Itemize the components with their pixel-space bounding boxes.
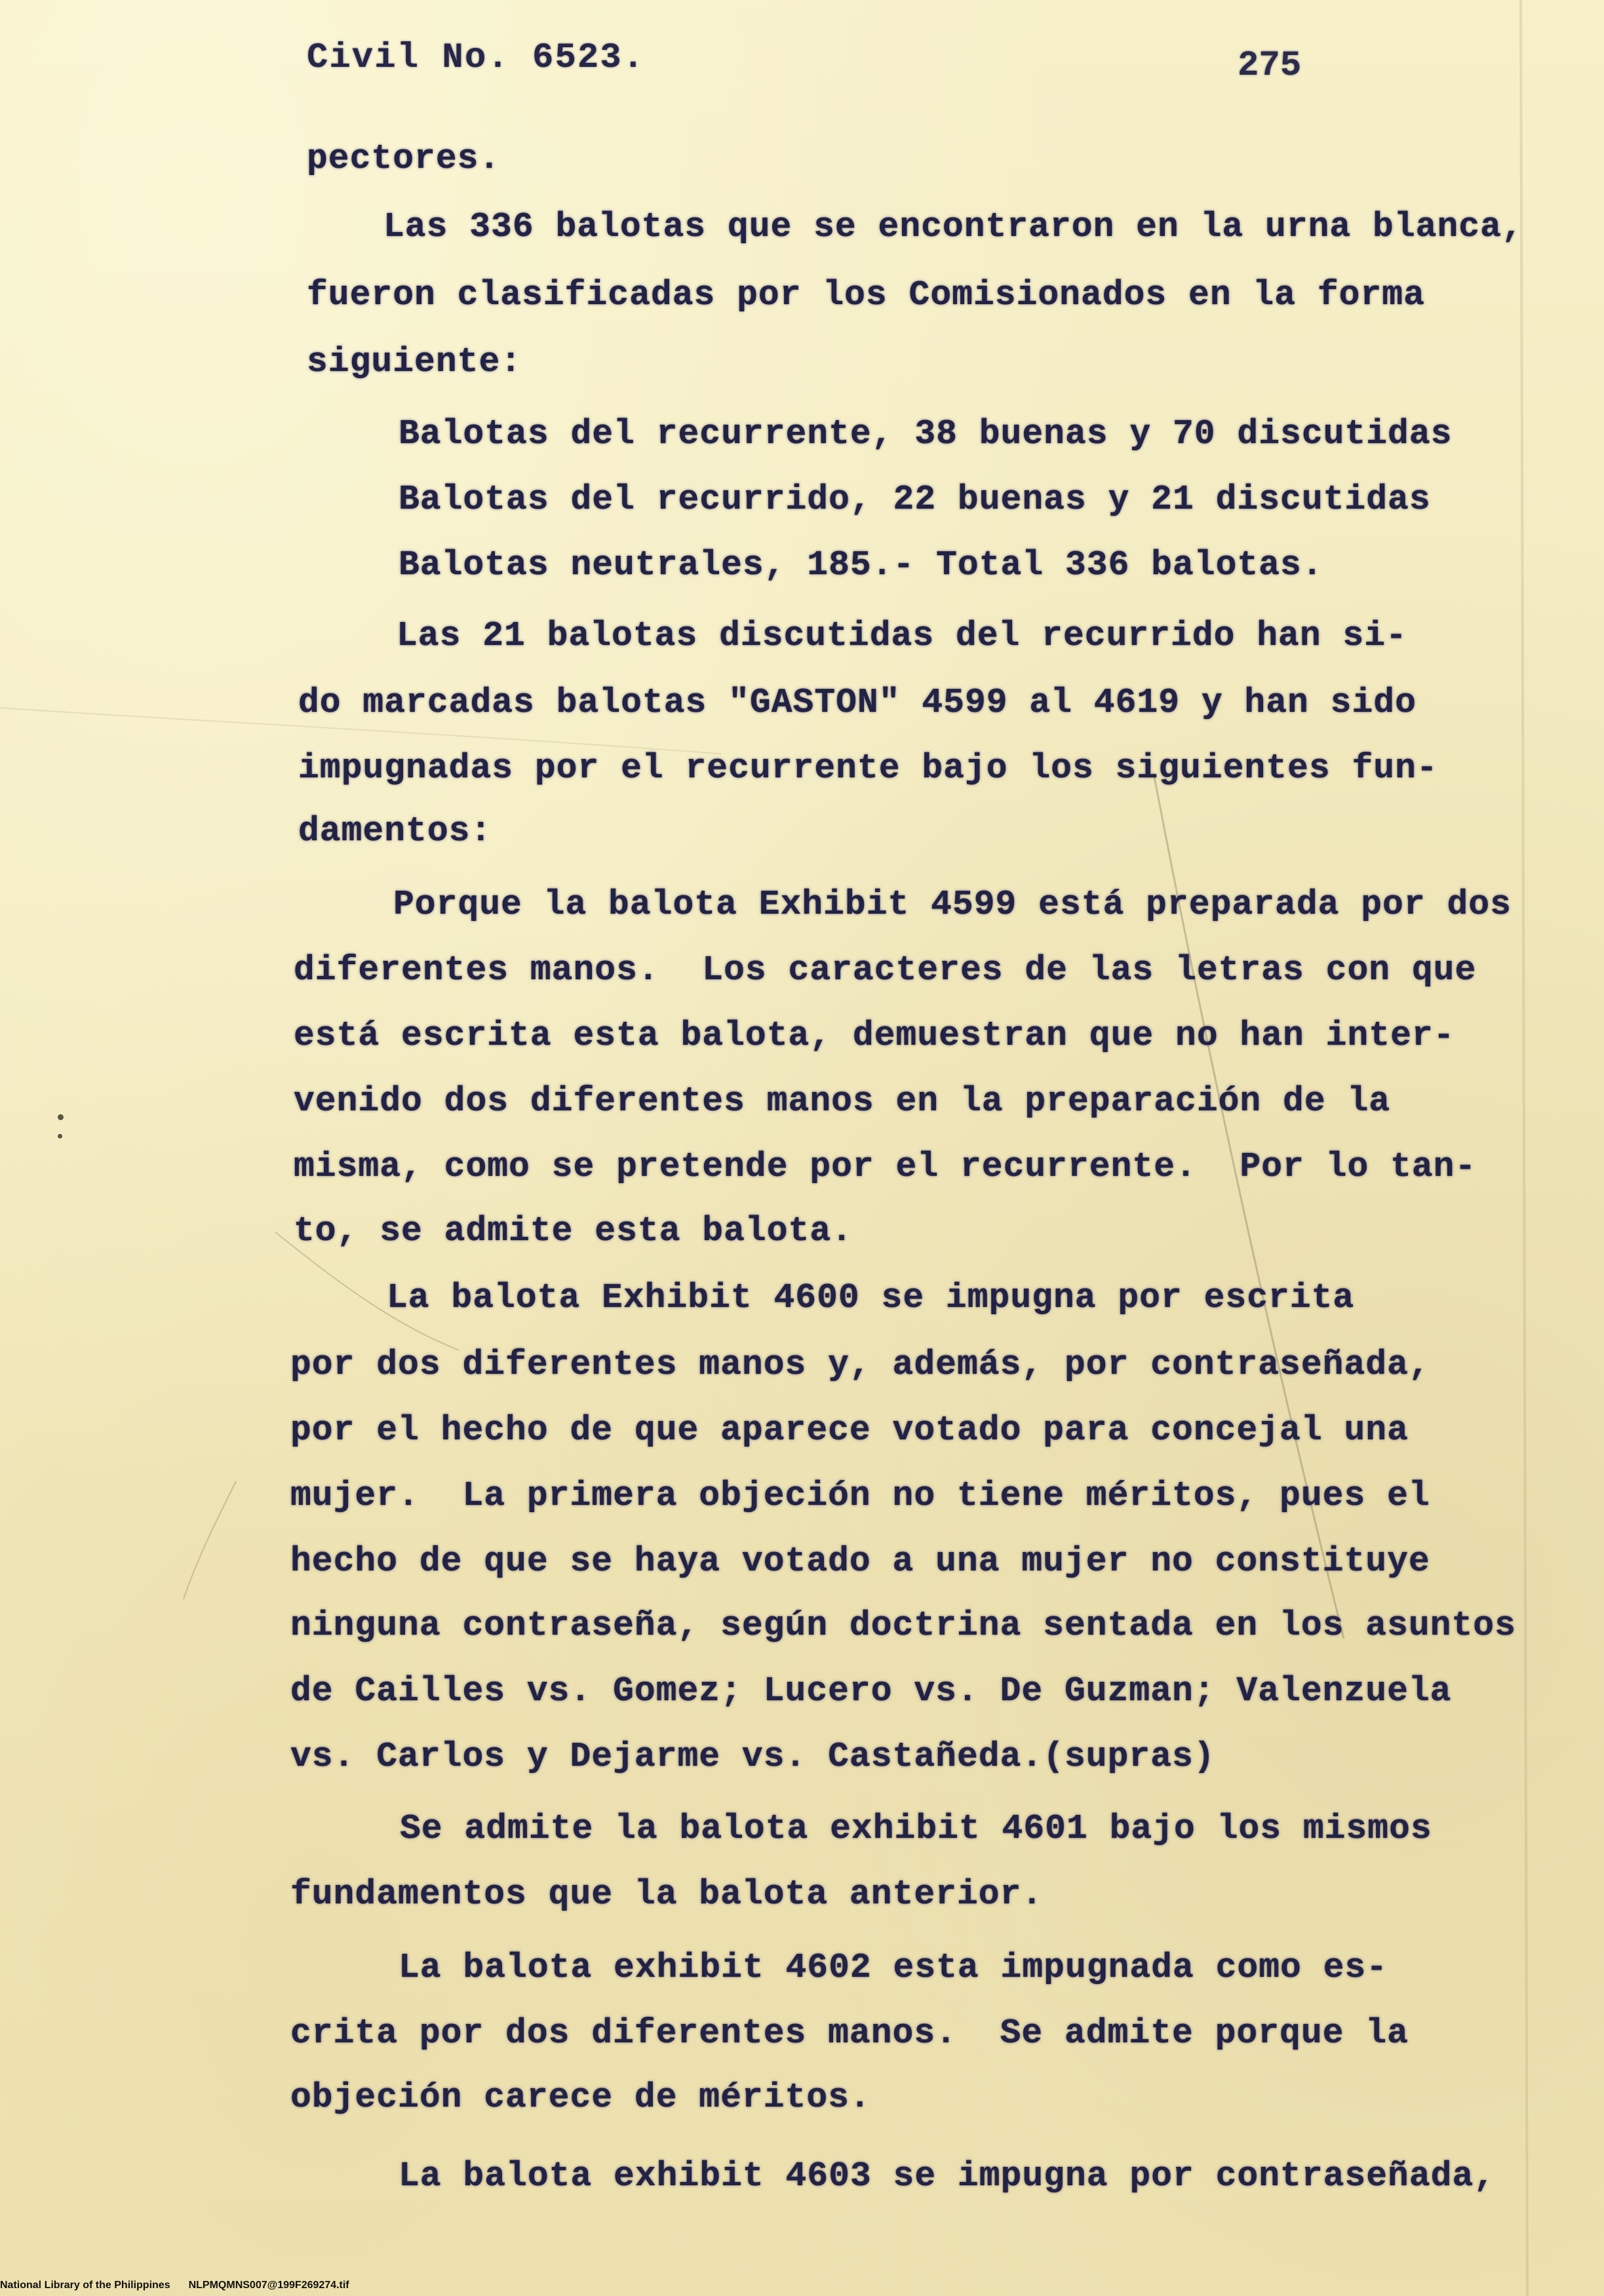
text-line: misma, como se pretende por el recurrente. Por lo tan- (294, 1147, 1477, 1186)
text-line: está escrita esta balota, demuestran que no han inter- (294, 1016, 1455, 1055)
text-line: objeción carece de méritos. (290, 2078, 871, 2117)
text-line: Se admite la balota exhibit 4601 bajo los mismos (400, 1809, 1432, 1848)
text-line: damentos: (298, 811, 492, 851)
text-line: diferentes manos. Los caracteres de las letras con que (294, 950, 1477, 990)
text-line: venido dos diferentes manos en la preparación de la (294, 1081, 1391, 1121)
text-line: de Cailles vs. Gomez; Lucero vs. De Guzman; Valenzuela (290, 1671, 1452, 1711)
text-line: Las 336 balotas que se encontraron en la urna blanca, (383, 207, 1523, 246)
text-line: Balotas del recurrido, 22 buenas y 21 discutidas (399, 480, 1431, 519)
text-line: vs. Carlos y Dejarme vs. Castañeda.(supras) (290, 1737, 1215, 1776)
text-line: mujer. La primera objeción no tiene méritos, pues el (290, 1476, 1430, 1515)
text-line: Las 21 balotas discutidas del recurrido han si- (397, 616, 1407, 655)
margin-mark (58, 1134, 62, 1138)
text-line: Balotas del recurrente, 38 buenas y 70 discutidas (399, 414, 1453, 454)
text-line: to, se admite esta balota. (294, 1211, 853, 1251)
text-line: La balota exhibit 4602 esta impugnada como es- (399, 1948, 1388, 1987)
library-name: National Library of the Philippines (0, 2280, 170, 2291)
text-line: impugnadas por el recurrente bajo los siguientes fun- (298, 749, 1438, 788)
file-id: NLPMQMNS007@199F269274.tif (188, 2280, 349, 2291)
text-line: Balotas neutrales, 185.- Total 336 balotas. (399, 545, 1323, 585)
scan-footer (0, 2280, 368, 2291)
case-number: Civil No. 6523. (307, 38, 646, 78)
text-line: siguiente: (307, 342, 522, 381)
text-line: fundamentos que la balota anterior. (290, 1875, 1044, 1914)
margin-mark (58, 1114, 64, 1120)
page-number: 275 (1238, 46, 1302, 86)
text-line: do marcadas balotas "GASTON" 4599 al 4619 y han sido (298, 683, 1417, 722)
text-line: crita por dos diferentes manos. Se admite porque la (290, 2014, 1409, 2053)
text-line: La balota exhibit 4603 se impugna por contraseñada, (399, 2156, 1496, 2196)
text-line: ninguna contraseña, según doctrina sentada en los asuntos (290, 1606, 1516, 1645)
text-line: La balota Exhibit 4600 se impugna por escrita (387, 1278, 1355, 1317)
text-line: fueron clasificadas por los Comisionados en la forma (307, 275, 1425, 315)
text-line: por el hecho de que aparece votado para concejal una (290, 1411, 1409, 1450)
text-line: hecho de que se haya votado a una mujer no constituye (290, 1542, 1430, 1581)
text-line: pectores. (307, 139, 501, 178)
text-line: por dos diferentes manos y, además, por contraseñada, (290, 1345, 1430, 1384)
text-line: Porque la balota Exhibit 4599 está preparada por dos (393, 885, 1512, 924)
